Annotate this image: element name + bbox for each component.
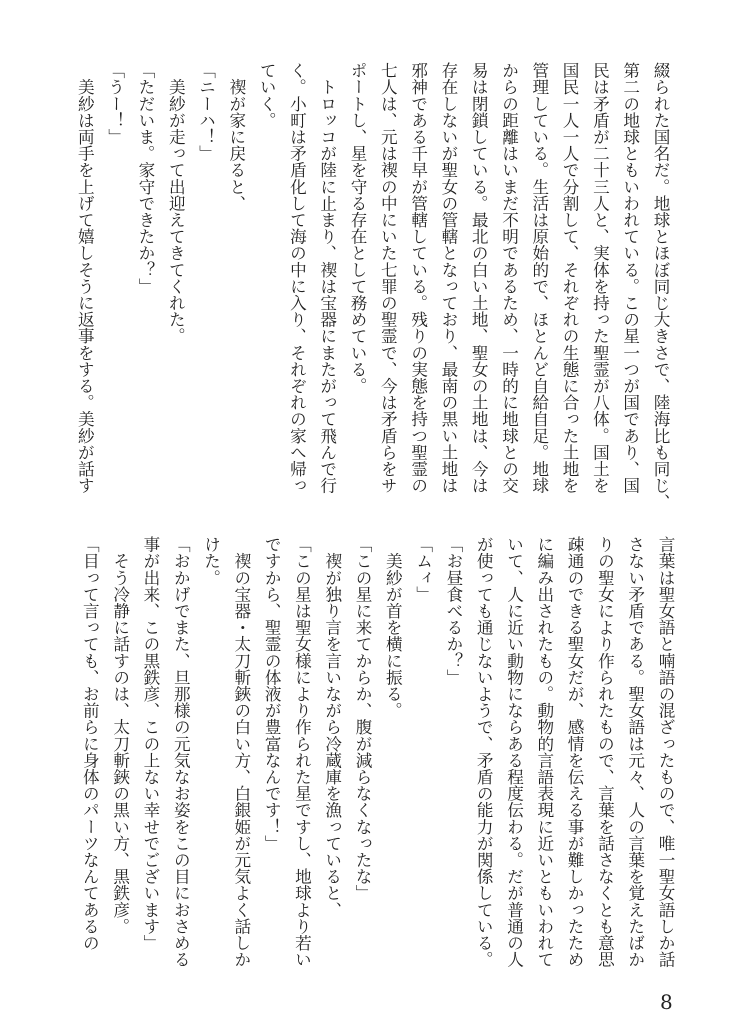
text-column: 禊が家に戻ると、	[226, 62, 246, 212]
text-column: けた。	[201, 536, 221, 586]
text-block-bottom	[74, 536, 680, 986]
text-column: 管理している。生活は原始的で、ほとんど自給自足。地球	[529, 62, 549, 494]
text-column: 「この星は聖女様により作られた星ですし、地球より若い	[292, 536, 312, 968]
text-column: トロッコが陸に止まり、禊は宝器にまたがって飛んで行	[317, 62, 337, 494]
text-column: ていく。	[257, 62, 277, 129]
text-column: いて、人に近い動物にならある程度伝わる。だが普通の人	[504, 536, 524, 968]
text-column: 「ムィ」	[413, 536, 433, 603]
text-column: 存在しないが聖女の管轄となっており、最南の黒い土地は	[438, 62, 458, 494]
text-column: 美紗が首を横に振る。	[383, 536, 403, 719]
text-column: 事が出来、この黒鉄彦、この上ない幸せでございます」	[140, 536, 160, 951]
text-column: 言葉は聖女語と喃語の混ざったもので、唯一聖女語しか話	[656, 536, 675, 968]
text-column: 「ただいま。家守できたか？」	[135, 62, 155, 295]
text-column: 禊が独り言を言いながら冷蔵庫を漁っていると、	[322, 536, 342, 918]
text-column: 「おかげでまた、旦那様の元気なお姿をこの目におさめる	[171, 536, 191, 968]
text-column: 「お昼食べるか？」	[443, 536, 463, 686]
text-column: からの距離はいまだ不明であるため、一時的に地球との交	[499, 62, 519, 494]
text-column: 禊の宝器・太刀斬鋏の白い方、白銀姫が元気よく話しか	[231, 536, 251, 968]
text-column: ポートし、星を守る存在として務めている。	[348, 62, 368, 394]
text-column: そう冷静に話すのは、太刀斬鋏の黒い方、黒鉄彦。	[110, 536, 130, 935]
text-column: 「目って言っても、お前らに身体のパーツなんてあるの	[80, 536, 100, 951]
text-column: く。小町は矛盾化して海の中に入り、それぞれの家へ帰っ	[287, 62, 307, 494]
text-column: に編み出されたもの。動物的言語表現に近いともいわれて	[534, 536, 554, 968]
text-column: 邪神である千早が管轄している。残りの実態を持つ聖霊の	[408, 62, 428, 494]
text-column: 疎通のできる聖女だが、感情を伝える事が難しかったため	[565, 536, 585, 968]
text-column: 「ニーハ！」	[196, 62, 216, 162]
text-column: 易は閉鎖している。最北の白い土地、聖女の土地は、今は	[469, 62, 489, 494]
text-column: 美紗は両手を上げて嬉しそうに返事をする。美紗が話す	[75, 62, 95, 494]
text-column: 「うー！」	[105, 62, 125, 145]
text-column: 美紗が走って出迎えてきてくれた。	[166, 62, 186, 345]
text-column: ですから、聖霊の体液が豊富なんです！」	[262, 536, 282, 852]
text-column: 国民一人一人で分割して、それぞれの生態に合った土地を	[560, 62, 580, 494]
text-column: 第二の地球ともいわれている。この星一つが国であり、国	[620, 62, 640, 494]
text-column: 民は矛盾が二十三人と、実体を持った聖霊が八体。国土を	[590, 62, 610, 494]
text-column: りの聖女により作られたもので、言葉を話さなくとも意思	[595, 536, 615, 968]
text-column: が使っても通じないようで、矛盾の能力が関係している。	[474, 536, 494, 968]
page-number: 8	[660, 990, 673, 1014]
text-column: 「この星に来てからか、腹が減らなくなったな」	[353, 536, 373, 902]
text-column: さない矛盾である。聖女語は元々、人の言葉を覚えたばか	[625, 536, 645, 968]
text-block-top	[69, 62, 675, 512]
text-column: 七人は、元は禊の中にいた七罪の聖霊で、今は矛盾らをサ	[378, 62, 398, 494]
text-column: 綴られた国名だ。地球とほぼ同じ大きさで、陸海比も同じ、	[651, 62, 670, 511]
